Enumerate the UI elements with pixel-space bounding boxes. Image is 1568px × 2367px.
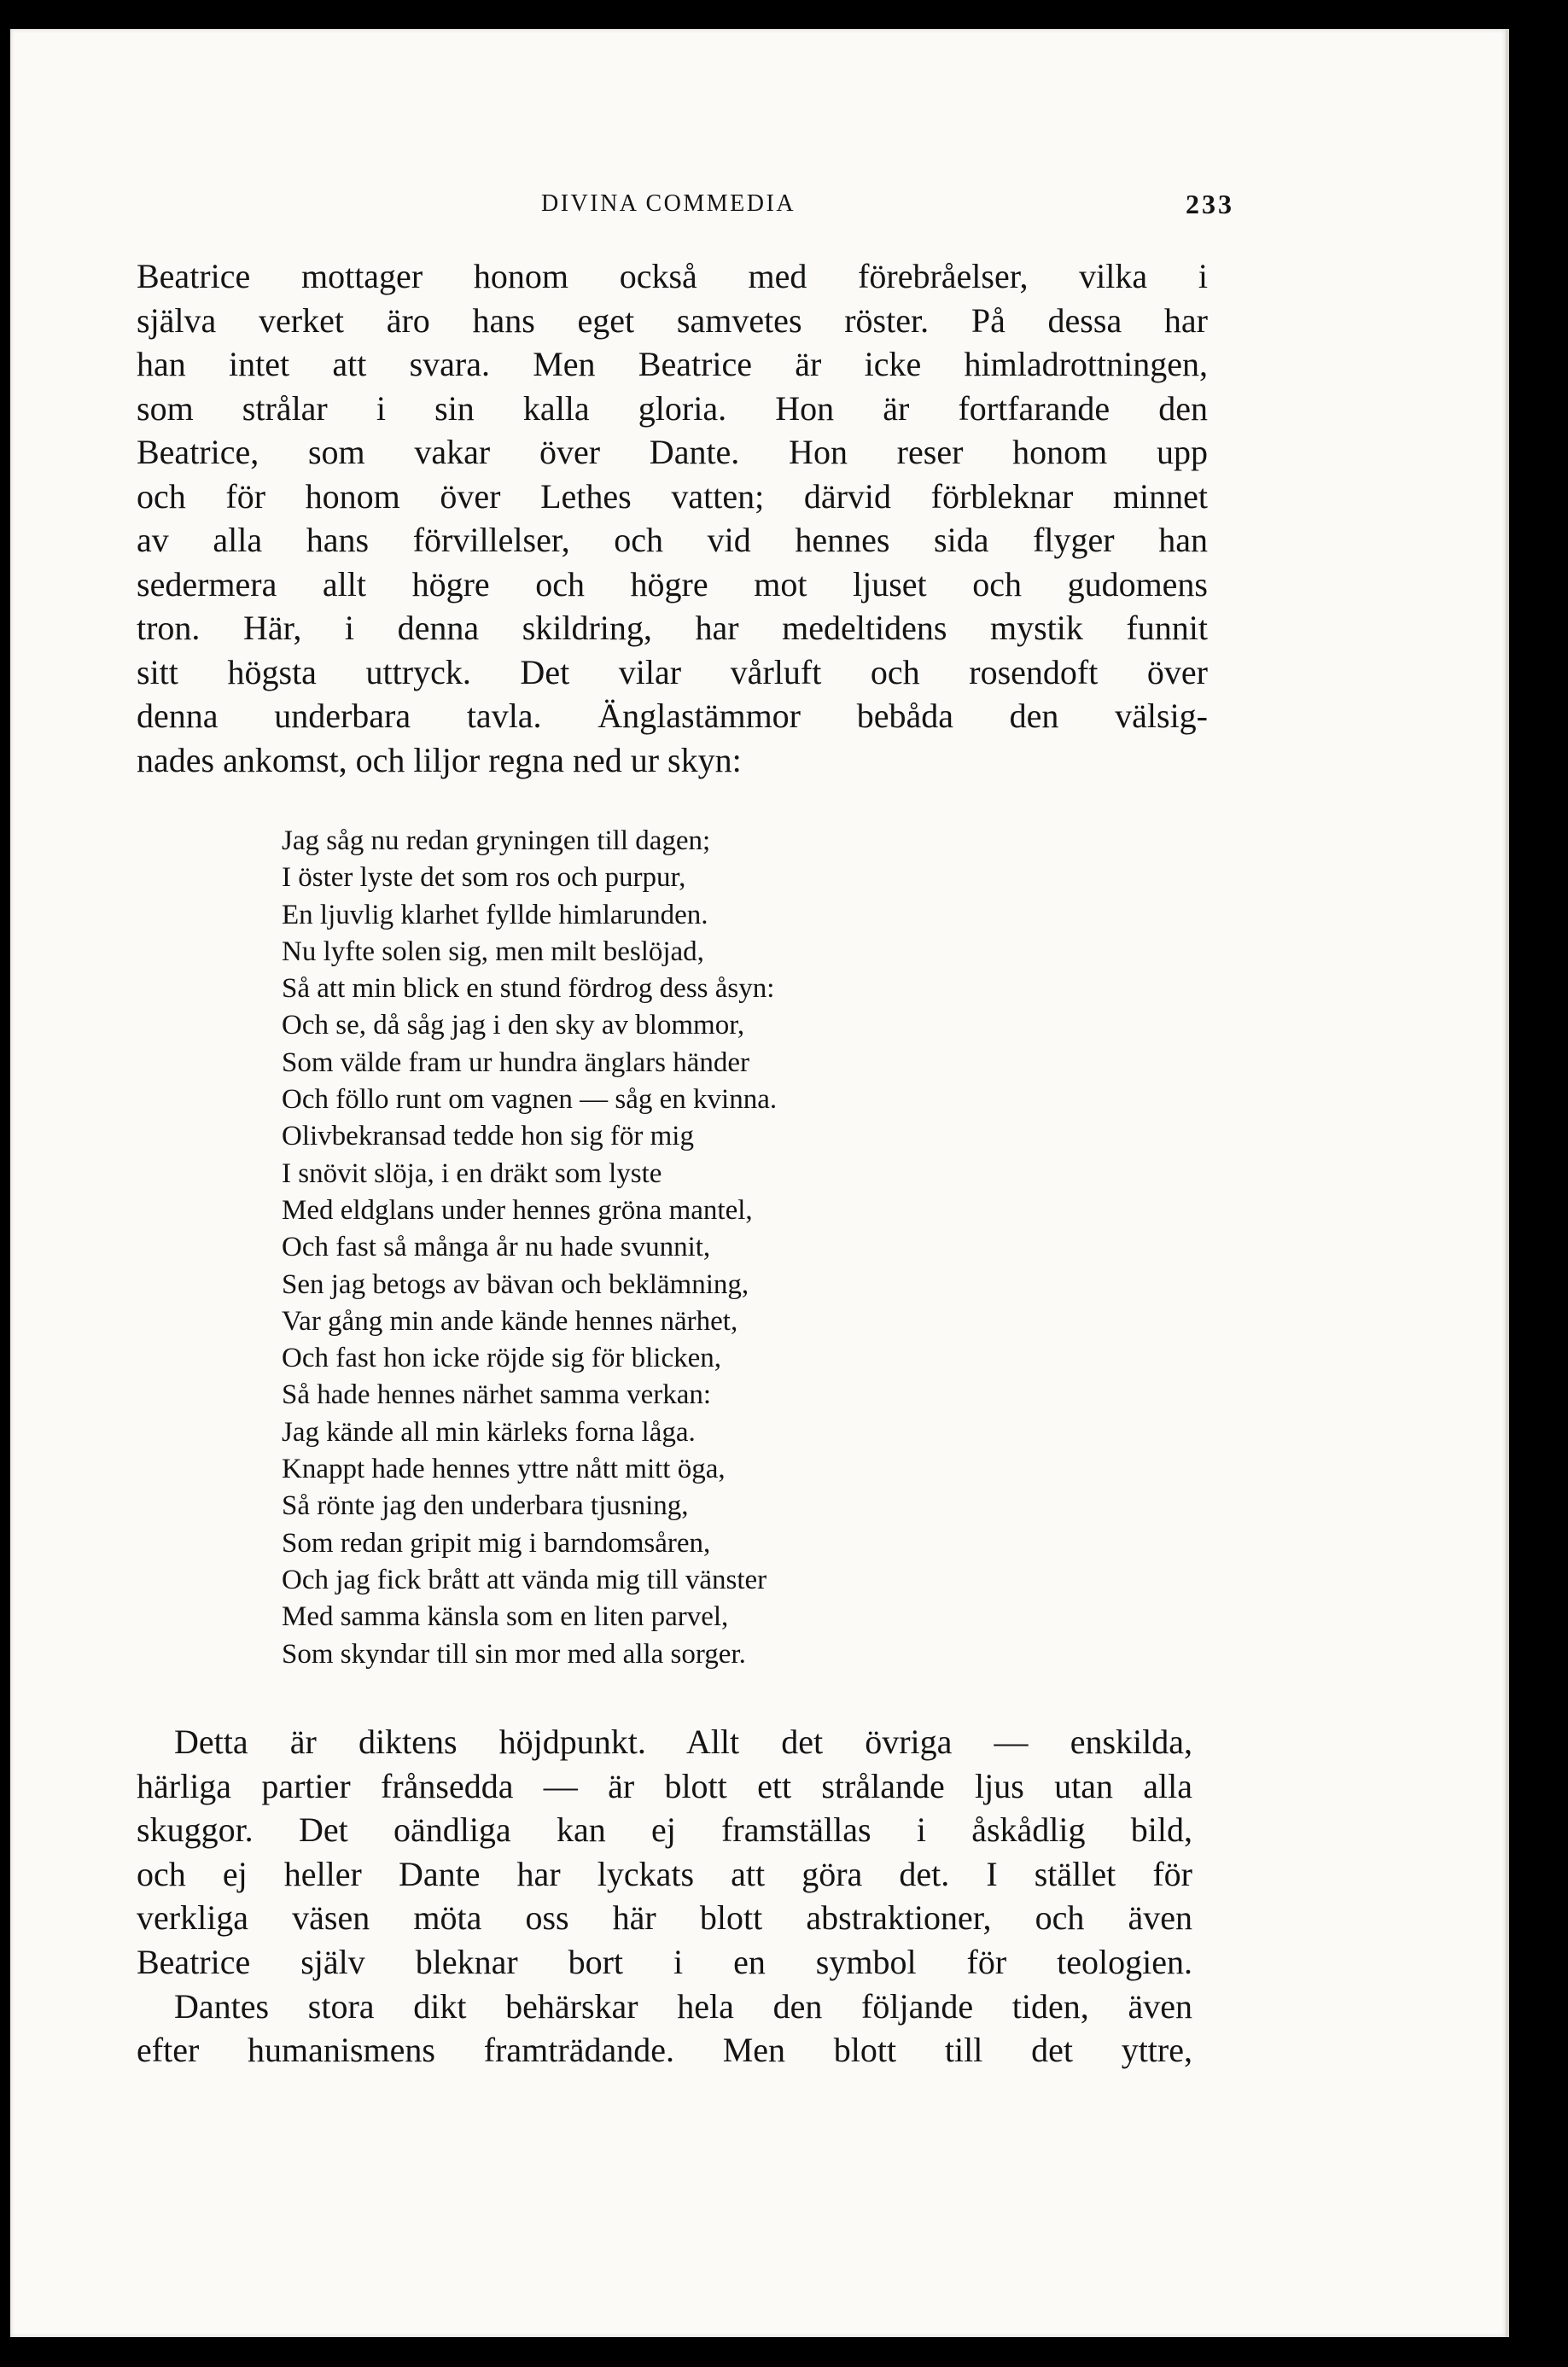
poem-line: Sen jag betogs av bävan och beklämning,	[282, 1268, 749, 1300]
text-line: Detta är diktens höjdpunkt. Allt det övriga — enskilda,	[174, 1723, 1192, 1761]
paragraph-1	[137, 254, 1208, 782]
poem-line: Olivbekransad tedde hon sig för mig	[282, 1121, 694, 1152]
poem-line: Och jag fick brått att vända mig till vänster	[282, 1564, 767, 1595]
text-line: och för honom över Lethes vatten; därvid förbleknar minnet	[137, 476, 1208, 516]
poem-line: I öster lyste det som ros och purpur,	[282, 862, 686, 894]
poem-line: Så hade hennes närhet samma verkan:	[282, 1379, 712, 1411]
text-line: Beatrice, som vakar över Dante. Hon reser honom upp	[137, 433, 1208, 471]
poem-line: Och fast hon icke röjde sig för blicken,	[282, 1343, 722, 1374]
poem-quotation	[282, 823, 1101, 1673]
page-edge	[1506, 29, 1509, 2337]
text-line: tron. Här, i denna skildring, har medeltidens mystik funnit	[137, 609, 1208, 647]
text-line: han intet att svara. Men Beatrice är icke himladrottningen,	[137, 345, 1208, 383]
text-line: verkliga väsen möta oss här blott abstraktioner, och även	[137, 1898, 1192, 1938]
poem-line: Jag såg nu redan gryningen till dagen;	[282, 825, 711, 856]
page-number: 233	[1186, 189, 1234, 219]
poem-line: Med samma känsla som en liten parvel,	[282, 1601, 729, 1633]
text-line: själva verket äro hans eget samvetes röster. På dessa har	[137, 300, 1208, 340]
paragraph-2	[137, 1720, 1192, 2073]
poem-line: Med eldglans under hennes gröna mantel,	[282, 1194, 753, 1226]
poem-line: Knappt hade hennes yttre nått mitt öga,	[282, 1454, 726, 1485]
text-line: Beatrice själv bleknar bort i en symbol för teologien.	[137, 1942, 1192, 1981]
running-header	[10, 177, 1506, 228]
poem-line: Som välde fram ur hundra änglars händer	[282, 1046, 749, 1078]
text-line: sitt högsta uttryck. Det vilar vårluft och rosendoft över	[137, 652, 1208, 691]
poem-line: Så rönte jag den underbara tjusning,	[282, 1490, 689, 1522]
text-line: och ej heller Dante har lyckats att göra det. I stället för	[137, 1854, 1192, 1893]
text-line: nades ankomst, och liljor regna ned ur skyn:	[137, 740, 742, 779]
poem-line: Som skyndar till sin mor med alla sorger.	[282, 1638, 746, 1670]
text-line: skuggor. Det oändliga kan ej framställas i åskådlig bild,	[137, 1810, 1192, 1850]
text-line: efter humanismens framträdande. Men blott till det yttre,	[137, 2031, 1192, 2070]
poem-line: Nu lyfte solen sig, men milt beslöjad,	[282, 936, 704, 967]
text-line: som strålar i sin kalla gloria. Hon är fortfarande den	[137, 388, 1208, 428]
text-line: denna underbara tavla. Änglastämmor bebåda den välsig-	[137, 697, 1208, 735]
text-line: sedermera allt högre och högre mot ljuset och gudomens	[137, 564, 1208, 603]
poem-line: Och fast så många år nu hade svunnit,	[282, 1232, 711, 1263]
text-line: Dantes stora dikt behärskar hela den följande tiden, även	[174, 1986, 1192, 2026]
poem-line: Och se, då såg jag i den sky av blommor,	[282, 1010, 745, 1041]
poem-line: Så att min blick en stund fördrog dess åsyn:	[282, 973, 775, 1005]
poem-line: Och föllo runt om vagnen — såg en kvinna.	[282, 1084, 778, 1116]
poem-line: I snövit slöja, i en dräkt som lyste	[282, 1157, 662, 1189]
text-line: Beatrice mottager honom också med förebråelser, vilka i	[137, 257, 1208, 295]
text-line: av alla hans förvillelser, och vid hennes sida flyger han	[137, 521, 1208, 559]
poem-line: En ljuvlig klarhet fyllde himlarunden.	[282, 899, 708, 930]
poem-line: Jag kände all min kärleks forna låga.	[282, 1416, 696, 1448]
poem-line: Var gång min ande kände hennes närhet,	[282, 1305, 738, 1337]
text-line: härliga partier frånsedda — är blott ett strålande ljus utan alla	[137, 1766, 1192, 1805]
running-title: DIVINA COMMEDIA	[541, 190, 796, 217]
book-page	[10, 29, 1506, 2337]
poem-line: Som redan gripit mig i barndomsåren,	[282, 1527, 711, 1559]
